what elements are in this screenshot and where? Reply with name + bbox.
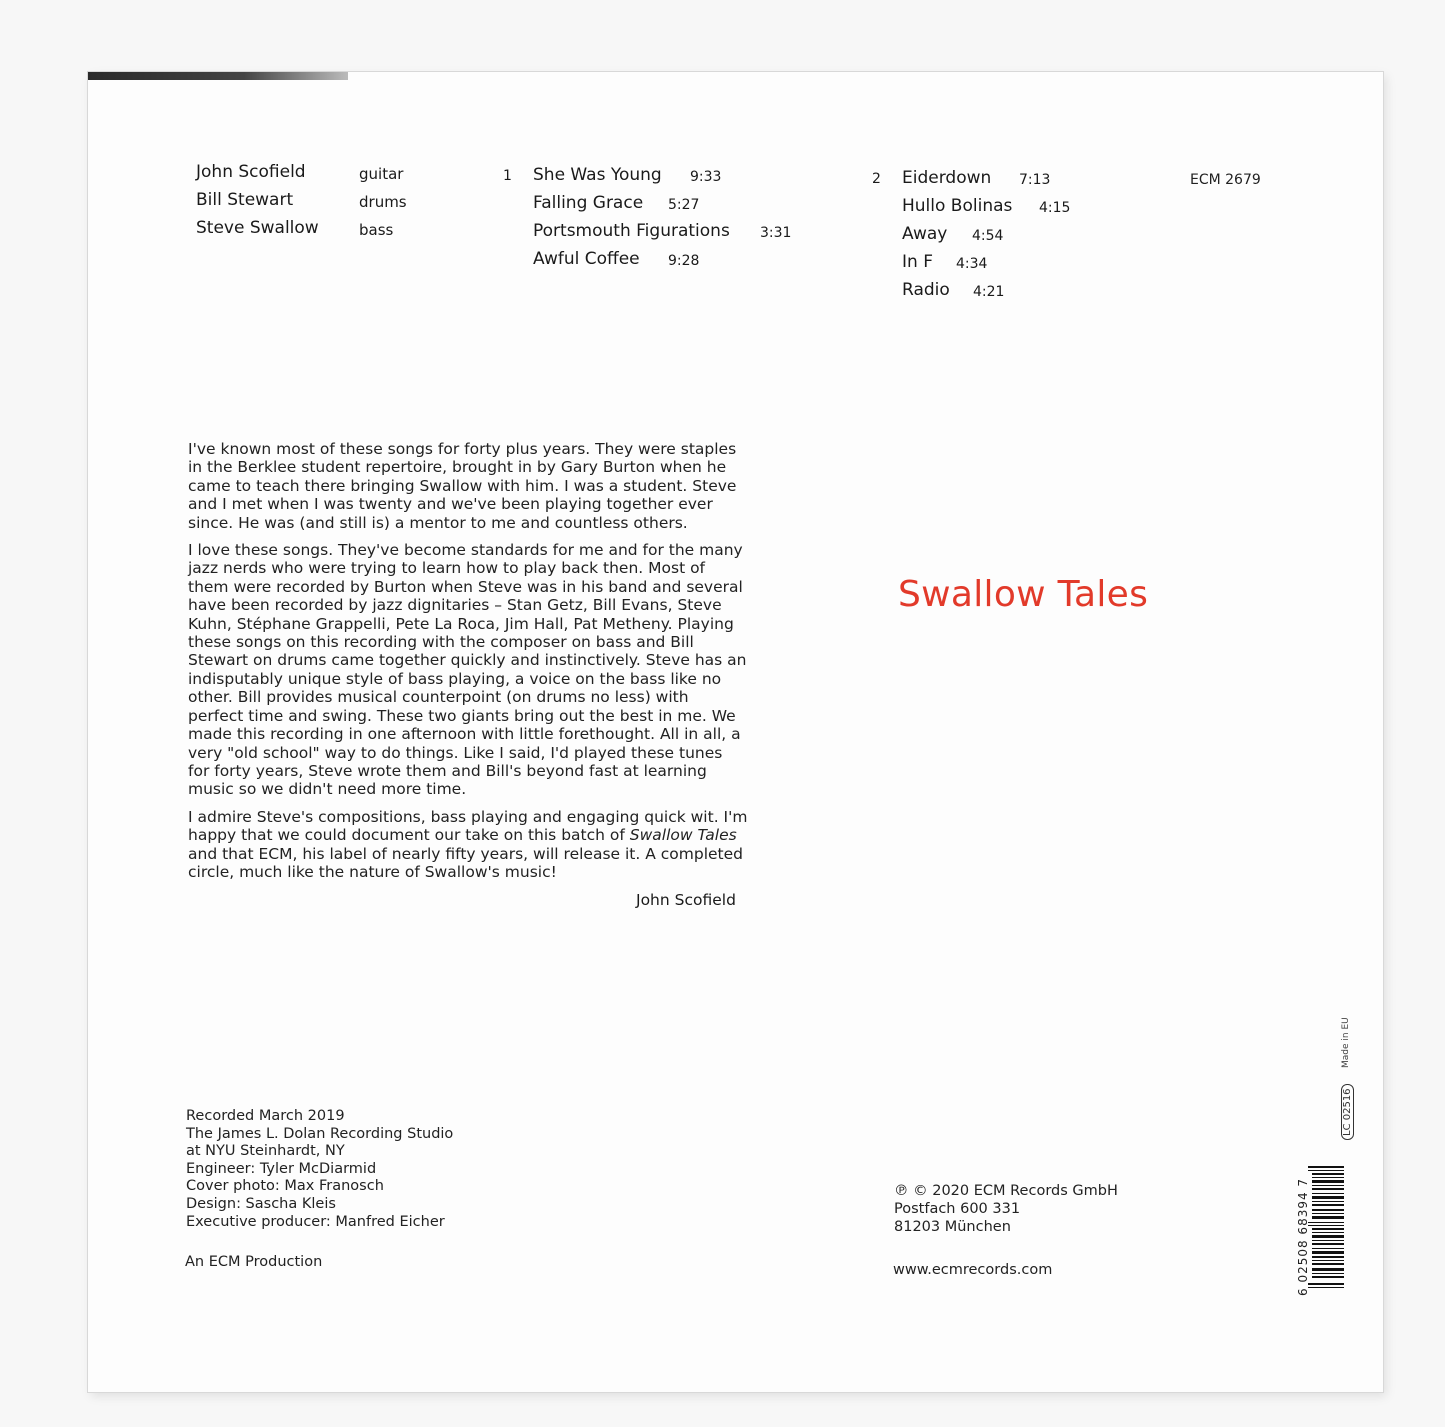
musician-name: Bill Stewart bbox=[196, 190, 294, 210]
track-title: Portsmouth Figurations bbox=[533, 221, 730, 241]
track-duration: 3:31 bbox=[760, 225, 792, 241]
album-title: Swallow Tales bbox=[898, 574, 1149, 615]
liner-paragraph: I love these songs. They've become standards for me and for the many jazz nerds who were trying to learn how to play back then. Most of them were recorded by Burton when Steve was in his band and several have been recorded by jazz dignitaries – Stan Getz, Bill Evans, Steve Kuhn, Stéphane Grappelli, Pete La Roca, Jim Hall, Pat Metheny. Playing these songs on this recording with the composer on bass and Bill Stewart on drums came together quickly and instinctively. Steve has an indisputably unique style of bass playing, a voice on the bass like no other. Bill provides musical counterpoint (on drums no less) with perfect time and swing. These two giants bring out the best in me. We made this recording in one afternoon with little forethought. All in all, a very "old school" way to do things. Like I said, I'd played these tunes for forty years, Steve wrote them and Bill's beyond fast at learning music so we didn't need more time. bbox=[188, 541, 747, 799]
made-in-label: Made in EU bbox=[1341, 1017, 1351, 1068]
label-info bbox=[894, 1182, 1118, 1236]
track-duration: 9:28 bbox=[668, 253, 700, 269]
catalog-number: ECM 2679 bbox=[1190, 172, 1261, 188]
track-title: Away bbox=[902, 224, 948, 244]
track-duration: 5:27 bbox=[668, 197, 700, 213]
side-number: 2 bbox=[872, 171, 881, 187]
label-line: ℗ © 2020 ECM Records GmbH bbox=[894, 1183, 1118, 1199]
track-duration: 4:34 bbox=[956, 256, 988, 272]
track-title: Awful Coffee bbox=[533, 249, 640, 269]
track-title: Eiderdown bbox=[902, 168, 992, 188]
side-number: 1 bbox=[503, 168, 512, 184]
liner-paragraph bbox=[188, 808, 748, 882]
credit-line: at NYU Steinhardt, NY bbox=[186, 1143, 345, 1160]
musician-instrument: guitar bbox=[359, 165, 404, 183]
track-title: Hullo Bolinas bbox=[902, 196, 1013, 216]
liner-signature: John Scofield bbox=[636, 891, 736, 909]
musician-instrument: bass bbox=[359, 221, 394, 239]
barcode-number: 6 02508 68394 7 bbox=[1296, 1177, 1310, 1296]
track-duration: 7:13 bbox=[1019, 172, 1051, 188]
musician-name: John Scofield bbox=[196, 162, 306, 182]
track-duration: 4:21 bbox=[973, 284, 1005, 300]
shrink-wrap-edge bbox=[88, 72, 348, 80]
credit-line: The James L. Dolan Recording Studio bbox=[186, 1125, 454, 1142]
credit-line: Recorded March 2019 bbox=[186, 1108, 345, 1124]
liner-text: and that ECM, his label of nearly fifty years, will release it. A completed circle, much like the nature of Swallow's music! bbox=[188, 844, 743, 881]
track-duration: 4:15 bbox=[1039, 200, 1071, 216]
website-link[interactable]: www.ecmrecords.com bbox=[893, 1262, 1053, 1278]
track-title: Radio bbox=[902, 280, 950, 300]
track-duration: 9:33 bbox=[690, 169, 722, 185]
production-credit: An ECM Production bbox=[185, 1254, 323, 1270]
track-title: She Was Young bbox=[533, 165, 662, 185]
label-code: LC 02516 bbox=[1341, 1084, 1354, 1140]
liner-text: I admire Steve's compositions, bass playing and engaging quick wit. I'm happy that we could document our take on this batch of bbox=[188, 807, 748, 845]
musician-instrument: drums bbox=[359, 193, 407, 211]
label-line: 81203 München bbox=[894, 1219, 1011, 1235]
track-title: In F bbox=[902, 252, 933, 272]
liner-album-title-italic: Swallow Tales bbox=[629, 826, 737, 845]
track-title: Falling Grace bbox=[533, 193, 644, 213]
credit-line: Cover photo: Max Franosch bbox=[186, 1178, 384, 1195]
recording-credits bbox=[186, 1108, 453, 1231]
barcode bbox=[1308, 1166, 1344, 1290]
label-line: Postfach 600 331 bbox=[894, 1201, 1021, 1217]
liner-paragraph: I've known most of these songs for forty plus years. They were staples in the Berklee student repertoire, brought in by Gary Burton when he came to teach there bringing Swallow with him. I was a student. Steve and I met when I was twenty and we've been playing together ever since. He was (and still is) a mentor to me and countless others. bbox=[188, 440, 737, 532]
credit-line: Engineer: Tyler McDiarmid bbox=[186, 1160, 377, 1177]
credit-line: Design: Sascha Kleis bbox=[186, 1195, 336, 1212]
track-duration: 4:54 bbox=[972, 228, 1004, 244]
liner-notes bbox=[188, 440, 748, 890]
credit-line: Executive producer: Manfred Eicher bbox=[186, 1213, 445, 1230]
musician-name: Steve Swallow bbox=[196, 218, 319, 238]
